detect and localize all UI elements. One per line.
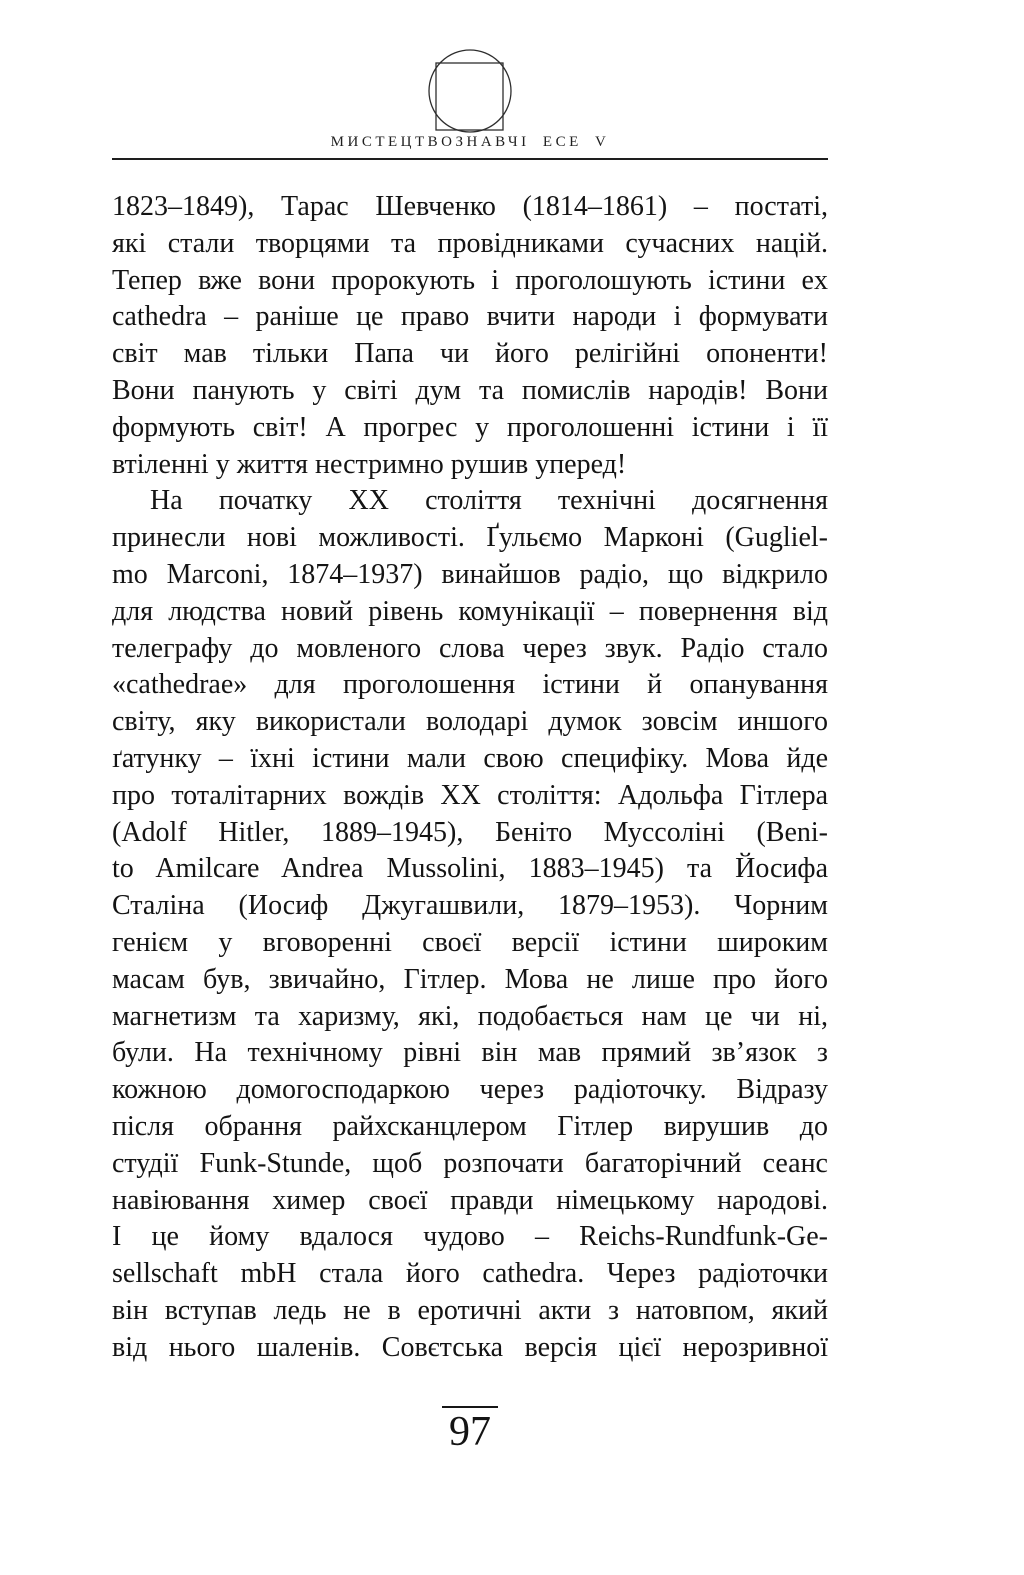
text-line: На початку XX століття технічні досягнення (150, 485, 828, 517)
paragraph (112, 189, 828, 483)
header-rule (112, 158, 828, 160)
text-line: кожною домогосподаркою через радіоточку. Відразу (112, 1074, 828, 1106)
text-line: 1823–1849), Тарас Шевченко (1814–1861) – постаті, (112, 191, 828, 222)
text-column (112, 0, 828, 1575)
text-line: втіленні у життя нестримно рушив уперед! (112, 448, 627, 480)
text-line: які стали творцями та провідниками сучасних націй. (112, 227, 828, 259)
paragraph (112, 483, 828, 1366)
text-line: від нього шаленів. Совєтська версія цієї нерозривної (112, 1331, 828, 1363)
text-line: масам був, звичайно, Гітлер. Мова не лише про його (112, 963, 828, 995)
text-line: формують світ! А прогрес у проголошенні істини і її (112, 411, 828, 443)
text-line: були. На технічному рівні він мав прямий зв’язок з (112, 1037, 828, 1069)
text-line: Сталіна (Иосиф Джугашвили, 1879–1953). Чорним (112, 890, 828, 922)
text-line: І це йому вдалося чудово – Reichs-Rundfunk-Ge- (112, 1221, 828, 1253)
page-number: 97 (442, 1406, 498, 1455)
text-line: mo Marconi, 1874–1937) винайшов радіо, що відкрило (112, 558, 828, 590)
page-footer (112, 1406, 828, 1455)
text-line: після обрання райхсканцлером Гітлер вирушив до (112, 1110, 828, 1142)
text-line: cathedra – раніше це право вчити народи і формувати (112, 301, 828, 333)
text-line: світ мав тільки Папа чи його релігійні опоненти! (112, 338, 828, 370)
text-line: світу, яку використали володарі думок зовсім иншого (112, 706, 828, 738)
text-line: Вони панують у світі дум та помислів народів! Вони (112, 374, 828, 406)
text-line: to Amilcare Andrea Mussolini, 1883–1945) та Йосифа (112, 853, 828, 885)
text-line: магнетизм та харизму, які, подобається нам це чи ні, (112, 1000, 828, 1032)
text-line: про тоталітарних вождів XX століття: Адольфа Гітлера (112, 779, 828, 811)
text-line: студії Funk-Stunde, щоб розпочати багаторічний сеанс (112, 1147, 828, 1179)
text-line: телеграфу до мовленого слова через звук. Радіо стало (112, 632, 828, 664)
text-line: генієм у вговоренні своєї версії істини широким (112, 926, 828, 958)
circle-square-logo-icon (425, 48, 515, 134)
text-line: ґатунку – їхні істини мали свою специфіку. Мова йде (112, 742, 828, 774)
series-title: МИСТЕЦТВОЗНАВЧІ ЕСЕ V (330, 134, 610, 150)
text-line: «cathedrae» для проголошення істини й опанування (112, 669, 828, 701)
body-text (112, 189, 828, 1367)
text-line: принесли нові можливості. Ґульємо Марконі (Gugliel- (112, 522, 828, 554)
text-line: для людства новий рівень комунікації – повернення від (112, 595, 828, 627)
text-line: він вступав ледь не в еротичні акти з натовпом, який (112, 1294, 828, 1326)
text-line: (Adolf Hitler, 1889–1945), Беніто Муссоліні (Beni- (112, 816, 828, 848)
text-line: навіювання химер своєї правди німецькому народові. (112, 1184, 828, 1216)
text-line: Тепер вже вони пророкують і проголошують істини ex (112, 264, 828, 296)
text-line: sellschaft mbH стала його cathedra. Через радіоточки (112, 1258, 828, 1290)
